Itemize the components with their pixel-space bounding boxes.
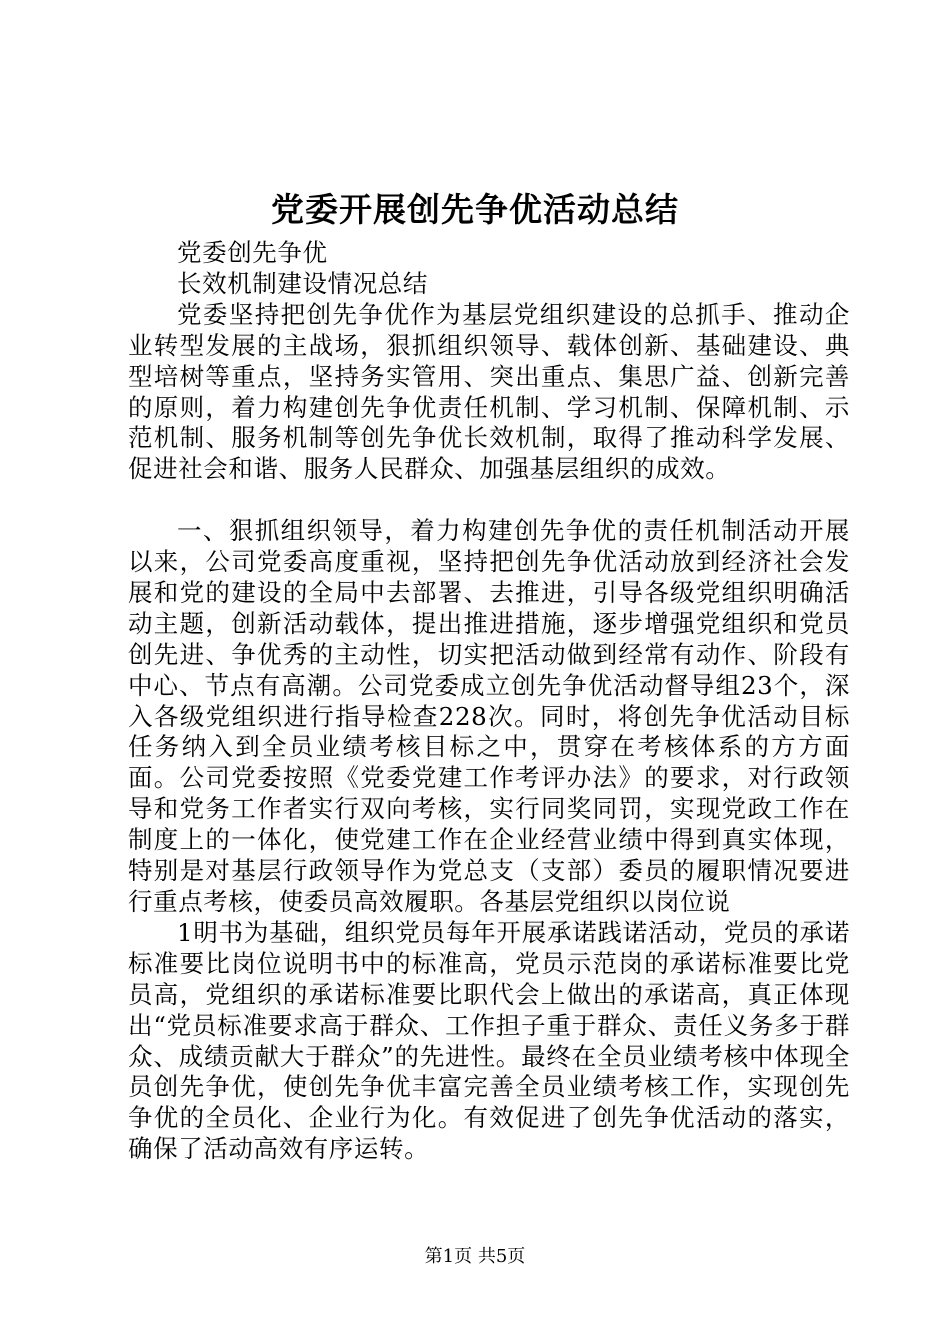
document-body: [128, 238, 850, 1165]
document-title: 党委开展创先争优活动总结: [271, 190, 679, 229]
paragraph-heading-1: 党委创先争优: [177, 238, 328, 267]
paragraph-heading-2: 长效机制建设情况总结: [177, 268, 428, 298]
paragraph-section-one: 一、狠抓组织领导，着力构建创先争优的责任机制活动开展以来，公司党委高度重视，坚持把创先争优活动放到经济社会发展和党的建设的全局中去部署、去推进，引导各级党组织明确活动主题，创新活动载体，提出推进措施，逐步增强党组织和党员创先进、争优秀的主动性，切实把活动做到经常有动作、阶段有中心、节点有高潮。公司党委成立创先争优活动督导组23个，深入各级党组织进行指导检查228次。同时，将创先争优活动目标任务纳入到全员业绩考核目标之中，贯穿在考核体系的方方面面。公司党委按照《党委党建工作考评办法》的要求，对行政领导和党务工作者实行双向考核，实行同奖同罚，实现党政工作在制度上的一体化，使党建工作在企业经营业绩中得到真实体现，特别是对基层行政领导作为党总支（支部）委员的履职情况要进行重点考核，使委员高效履职。各基层党组织以岗位说: [128, 516, 850, 917]
paragraph-commitment: 1明书为基础，组织党员每年开展承诺践诺活动，党员的承诺标准要比岗位说明书中的标准高，党员示范岗的承诺标准要比党员高，党组织的承诺标准要比职代会上做出的承诺高，真正体现出“党员标准要求高于群众、工作担子重于群众、责任义务多于群众、成绩贡献大于群众”的先进性。最终在全员业绩考核中体现全员创先争优，使创先争优丰富完善全员业绩考核工作，实现创先争优的全员化、企业行为化。有效促进了创先争优活动的落实，确保了活动高效有序运转。: [128, 917, 850, 1164]
paragraph-intro: 党委坚持把创先争优作为基层党组织建设的总抓手、推动企业转型发展的主战场，狠抓组织领导、载体创新、基础建设、典型培树等重点，坚持务实管用、突出重点、集思广益、创新完善的原则，着力构建创先争优责任机制、学习机制、保障机制、示范机制、服务机制等创先争优长效机制，取得了推动科学发展、促进社会和谐、服务人民群众、加强基层组织的成效。: [128, 299, 850, 484]
page-footer: 第1页 共5页: [424, 1246, 526, 1267]
